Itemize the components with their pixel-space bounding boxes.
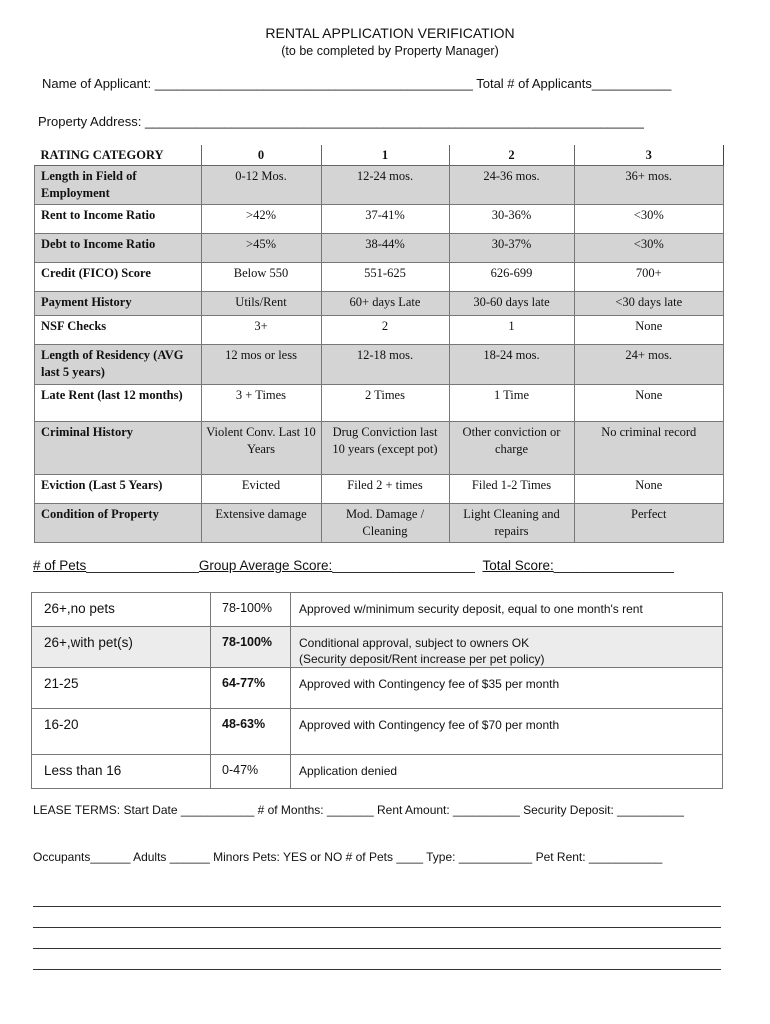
rating-cell: 30-37% xyxy=(449,234,574,263)
rating-cell: Evicted xyxy=(201,475,321,504)
notes-line[interactable] xyxy=(33,927,721,928)
table-row xyxy=(35,345,724,385)
rating-cell: Mod. Damage / Cleaning xyxy=(321,504,449,543)
rating-cell: 18-24 mos. xyxy=(449,345,574,385)
rating-cell: 2 xyxy=(321,316,449,345)
score-summary-line xyxy=(33,558,674,573)
rating-cell: 700+ xyxy=(574,263,724,292)
occupants-line[interactable]: Occupants______ Adults ______ Minors Pets: YES or NO # of Pets ____ Type: ___________ Pet Rent: ___________ xyxy=(33,850,663,864)
rating-category: Length in Field of Employment xyxy=(35,166,202,205)
rating-cell: 38-44% xyxy=(321,234,449,263)
score-range: 26+,no pets xyxy=(32,593,211,627)
rating-table xyxy=(34,145,724,543)
description-line: (Security deposit/Rent increase per pet policy) xyxy=(299,652,545,666)
rating-cell: Extensive damage xyxy=(201,504,321,543)
property-address-field[interactable]: Property Address: _____________________________________________________________________ xyxy=(38,114,644,129)
notes-line[interactable] xyxy=(33,969,721,970)
table-row xyxy=(35,504,724,543)
lease-terms-line[interactable]: LEASE TERMS: Start Date ___________ # of Months: _______ Rent Amount: __________ Security Deposit: __________ xyxy=(33,803,684,817)
rating-cell: 30-36% xyxy=(449,205,574,234)
page-title: RENTAL APPLICATION VERIFICATION xyxy=(265,25,515,41)
rating-category: Length of Residency (AVG last 5 years) xyxy=(35,345,202,385)
rating-cell: >42% xyxy=(201,205,321,234)
score-percent: 0-47% xyxy=(211,755,291,789)
table-row xyxy=(35,263,724,292)
notes-line[interactable] xyxy=(33,948,721,949)
rating-cell: 12-24 mos. xyxy=(321,166,449,205)
rating-cell: Perfect xyxy=(574,504,724,543)
rating-cell: None xyxy=(574,316,724,345)
rating-category: Criminal History xyxy=(35,422,202,475)
score-percent: 64-77% xyxy=(211,668,291,709)
score-percent: 78-100% xyxy=(211,627,291,668)
rating-category: Credit (FICO) Score xyxy=(35,263,202,292)
rating-cell: Violent Conv. Last 10 Years xyxy=(201,422,321,475)
score-percent: 78-100% xyxy=(211,593,291,627)
description-line: Conditional approval, subject to owners OK xyxy=(299,636,530,650)
table-row xyxy=(32,709,723,755)
page-subtitle: (to be completed by Property Manager) xyxy=(281,44,499,58)
description-line: Approved w/minimum security deposit, equal to one month's rent xyxy=(299,602,643,616)
rating-category: Eviction (Last 5 Years) xyxy=(35,475,202,504)
rating-category: Payment History xyxy=(35,292,202,316)
rating-cell: Drug Conviction last 10 years (except pot) xyxy=(321,422,449,475)
group-average-field[interactable]: ___________________ xyxy=(332,558,475,573)
score-description xyxy=(291,593,723,627)
score-percent: 48-63% xyxy=(211,709,291,755)
rating-table-header xyxy=(35,145,724,166)
rating-cell: 30-60 days late xyxy=(449,292,574,316)
rating-cell: <30% xyxy=(574,205,724,234)
rating-cell: 626-699 xyxy=(449,263,574,292)
rating-cell: >45% xyxy=(201,234,321,263)
rating-cell: 36+ mos. xyxy=(574,166,724,205)
rating-cell: Below 550 xyxy=(201,263,321,292)
total-score-field[interactable]: ________________ xyxy=(553,558,674,573)
score-range: 16-20 xyxy=(32,709,211,755)
rating-category: Late Rent (last 12 months) xyxy=(35,385,202,422)
total-score-label: Total Score: xyxy=(482,558,554,573)
rating-cell: No criminal record xyxy=(574,422,724,475)
table-row xyxy=(35,422,724,475)
table-row xyxy=(32,627,723,668)
pets-label: # of Pets xyxy=(33,558,87,573)
table-row xyxy=(35,316,724,345)
rating-cell: 37-41% xyxy=(321,205,449,234)
applicant-name-field[interactable]: Name of Applicant: ____________________________________________ Total # of Applicants___________ xyxy=(42,76,672,91)
table-row xyxy=(35,385,724,422)
group-average-label: Group Average Score: xyxy=(198,558,333,573)
rating-cell: 2 Times xyxy=(321,385,449,422)
rating-cell: Utils/Rent xyxy=(201,292,321,316)
score-description xyxy=(291,668,723,709)
rating-cell: 24+ mos. xyxy=(574,345,724,385)
notes-line[interactable] xyxy=(33,906,721,907)
rating-cell: Filed 2 + times xyxy=(321,475,449,504)
rating-cell: 1 Time xyxy=(449,385,574,422)
rating-category: NSF Checks xyxy=(35,316,202,345)
score-range: 21-25 xyxy=(32,668,211,709)
table-row xyxy=(32,593,723,627)
table-row xyxy=(35,292,724,316)
rating-cell: <30% xyxy=(574,234,724,263)
rating-cell: 551-625 xyxy=(321,263,449,292)
description-line: Approved with Contingency fee of $35 per month xyxy=(299,677,560,691)
rating-cell: 24-36 mos. xyxy=(449,166,574,205)
rating-cell: <30 days late xyxy=(574,292,724,316)
score-range: Less than 16 xyxy=(32,755,211,789)
table-row xyxy=(35,234,724,263)
rating-cell: 3 + Times xyxy=(201,385,321,422)
rating-header-cell: 2 xyxy=(449,145,574,166)
rating-header-cell: 3 xyxy=(574,145,724,166)
rating-cell: 12-18 mos. xyxy=(321,345,449,385)
rating-cell: 60+ days Late xyxy=(321,292,449,316)
rating-header-cell: 0 xyxy=(201,145,321,166)
table-row xyxy=(32,668,723,709)
table-row xyxy=(32,755,723,789)
score-description xyxy=(291,755,723,789)
score-description xyxy=(291,709,723,755)
score-table xyxy=(31,592,723,789)
rating-cell: Light Cleaning and repairs xyxy=(449,504,574,543)
rating-cell: None xyxy=(574,475,724,504)
description-line: Approved with Contingency fee of $70 per month xyxy=(299,718,560,732)
rating-cell: 0-12 Mos. xyxy=(201,166,321,205)
description-line: Application denied xyxy=(299,764,398,778)
rating-category: Condition of Property xyxy=(35,504,202,543)
rating-cell: Other conviction or charge xyxy=(449,422,574,475)
rating-category: Debt to Income Ratio xyxy=(35,234,202,263)
rating-header-cell: 1 xyxy=(321,145,449,166)
score-description xyxy=(291,627,723,668)
table-row xyxy=(35,475,724,504)
rating-header-cell: RATING CATEGORY xyxy=(35,145,202,166)
rating-category: Rent to Income Ratio xyxy=(35,205,202,234)
table-row xyxy=(35,166,724,205)
rating-cell: 12 mos or less xyxy=(201,345,321,385)
score-range: 26+,with pet(s) xyxy=(32,627,211,668)
rating-cell: Filed 1-2 Times xyxy=(449,475,574,504)
pets-count-field[interactable]: _______________ xyxy=(86,558,199,573)
rating-cell: 3+ xyxy=(201,316,321,345)
table-row xyxy=(35,205,724,234)
rating-cell: 1 xyxy=(449,316,574,345)
rating-cell: None xyxy=(574,385,724,422)
